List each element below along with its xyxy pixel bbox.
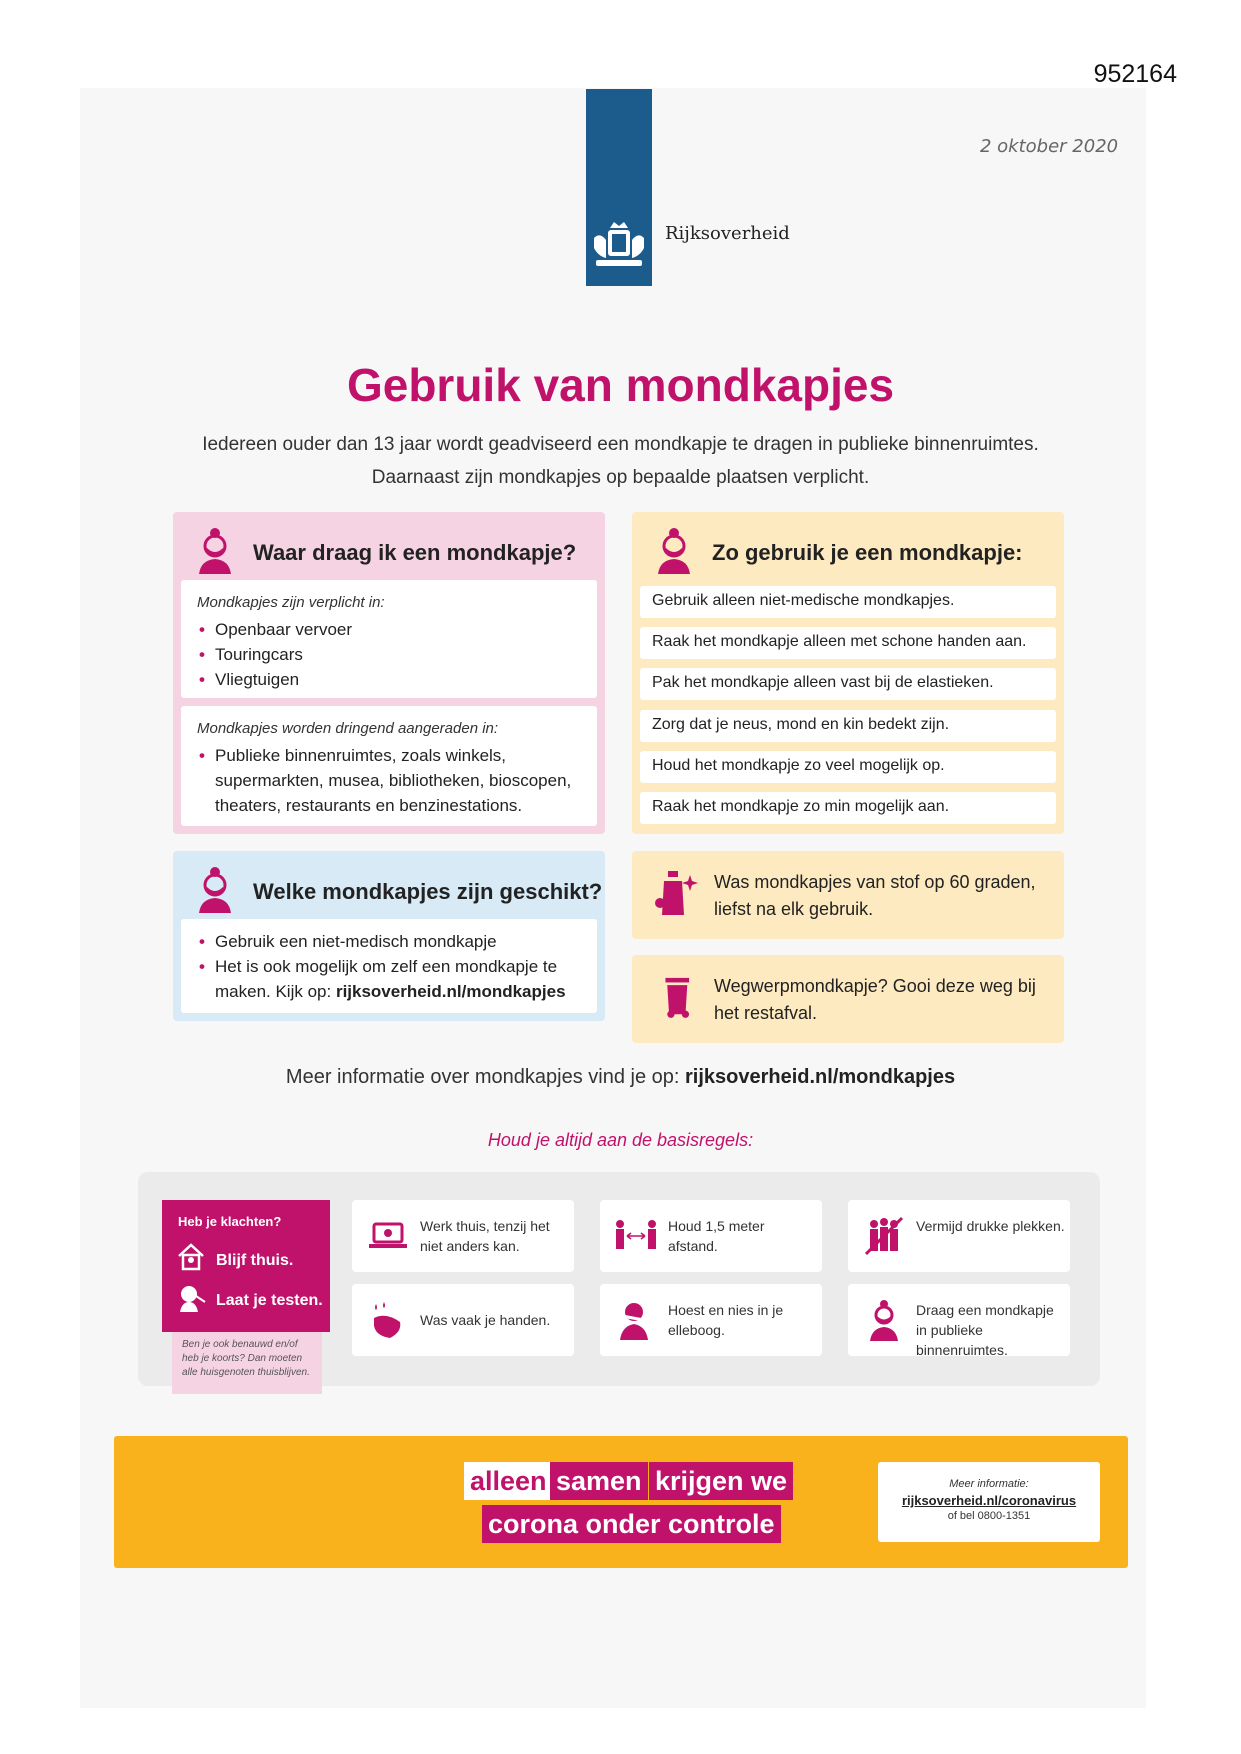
document-number: 952164 <box>1093 60 1177 88</box>
where-box <box>173 512 605 834</box>
complaint-note: Ben je ook benauwd en/of heb je koorts? Dan moeten alle huisgenoten thuisblijven. <box>172 1332 322 1394</box>
masked-person-icon <box>193 526 237 576</box>
wash-tip-text: Was mondkapjes van stof op 60 graden, liefst na elk gebruik. <box>714 872 1036 919</box>
complaint-panel <box>162 1200 330 1332</box>
howto-box <box>632 512 1064 834</box>
laptop-icon <box>366 1214 410 1258</box>
rule-card-wash-hands <box>352 1284 574 1356</box>
test-person-icon <box>176 1282 206 1312</box>
mandatory-item: • Vliegtuigen <box>197 667 581 692</box>
mandatory-panel <box>181 580 597 698</box>
crowd-icon <box>862 1214 906 1258</box>
howto-heading: Zo gebruik je een mondkapje: <box>712 540 1023 565</box>
rule-card-cough <box>600 1284 822 1356</box>
basis-title: Houd je altijd aan de basisregels: <box>487 1130 754 1150</box>
suitable-link[interactable]: rijksoverheid.nl/mondkapjes <box>335 982 566 1001</box>
suitable-box <box>173 851 605 1021</box>
masked-person-icon <box>652 526 696 576</box>
rule-card-distance <box>600 1200 822 1272</box>
get-tested-label: Laat je testen. <box>216 1292 323 1309</box>
complaint-question: Heb je klachten? <box>178 1214 282 1229</box>
masked-person-icon <box>193 865 237 915</box>
rule-card-text: Werk thuis, tenzij het niet anders kan. <box>420 1218 550 1254</box>
info-box <box>878 1462 1100 1542</box>
document-date: 2 oktober 2020 <box>980 136 1119 157</box>
suitable-item <box>197 954 581 1004</box>
suitable-item-text: Het is ook mogelijk om zelf een mondkapje te maken. Kijk op: <box>215 957 558 1001</box>
trash-bin-icon <box>660 973 700 1021</box>
detergent-icon <box>654 869 698 919</box>
advised-panel <box>181 706 597 826</box>
rule-card-mask <box>848 1284 1070 1356</box>
more-info <box>0 1066 1241 1089</box>
howto-rule: Houd het mondkapje zo veel mogelijk op. <box>640 751 1056 783</box>
rule-card-text: Houd 1,5 meter afstand. <box>668 1218 765 1254</box>
dispose-tip-text: Wegwerpmondkapje? Gooi deze weg bij het restafval. <box>714 976 1036 1023</box>
rule-card-text: Was vaak je handen. <box>420 1312 551 1328</box>
mandatory-lead: Mondkapjes zijn verplicht in: <box>197 594 385 611</box>
slogan-word: krijgen we <box>649 1462 793 1500</box>
handwash-icon <box>366 1298 410 1342</box>
rule-card-crowds <box>848 1200 1070 1272</box>
suitable-panel <box>181 919 597 1013</box>
howto-rule: Zorg dat je neus, mond en kin bedekt zijn. <box>640 710 1056 742</box>
mask-icon <box>862 1298 906 1342</box>
slogan-word: alleen <box>464 1462 553 1500</box>
cough-icon <box>614 1298 658 1342</box>
advised-lead: Mondkapjes worden dringend aangeraden in: <box>197 720 499 737</box>
howto-rule: Raak het mondkapje zo min mogelijk aan. <box>640 792 1056 824</box>
rule-card-text: Draag een mondkapje in publieke binnenruimtes. <box>916 1302 1054 1358</box>
page-title: Gebruik van mondkapjes <box>346 359 895 411</box>
wash-tip-box <box>632 851 1064 939</box>
logo-name: Rijksoverheid <box>665 223 790 244</box>
info-link[interactable]: rijksoverheid.nl/coronavirus <box>901 1493 1077 1508</box>
slogan-word: samen <box>550 1462 648 1500</box>
more-info-text: Meer informatie over mondkapjes vind je op: <box>285 1066 685 1088</box>
howto-rule: Gebruik alleen niet-medische mondkapjes. <box>640 586 1056 618</box>
suitable-item: • Gebruik een niet-medisch mondkapje <box>197 929 581 954</box>
rule-card-text: Hoest en nies in je elleboog. <box>668 1302 784 1338</box>
intro-line-1: Iedereen ouder dan 13 jaar wordt geadviseerd een mondkapje te dragen in publieke binnenruimtes. <box>202 434 1039 455</box>
intro-text <box>0 428 1241 494</box>
rule-card-work-home <box>352 1200 574 1272</box>
rule-card-text: Vermijd drukke plekken. <box>916 1218 1065 1234</box>
where-heading: Waar draag ik een mondkapje? <box>253 540 577 565</box>
crest-icon <box>590 218 648 272</box>
howto-rule: Raak het mondkapje alleen met schone handen aan. <box>640 627 1056 659</box>
intro-line-2: Daarnaast zijn mondkapjes op bepaalde plaatsen verplicht. <box>371 467 870 488</box>
info-phone: of bel 0800-1351 <box>947 1510 1031 1522</box>
suitable-heading: Welke mondkapjes zijn geschikt? <box>253 879 603 904</box>
house-icon <box>176 1242 206 1272</box>
mandatory-item: • Touringcars <box>197 642 581 667</box>
mandatory-item: • Openbaar vervoer <box>197 617 581 642</box>
slogan-word: corona onder controle <box>482 1505 781 1543</box>
dispose-tip-box <box>632 955 1064 1043</box>
more-info-link[interactable]: rijksoverheid.nl/mondkapjes <box>685 1066 956 1088</box>
distance-icon <box>614 1214 658 1258</box>
stay-home-label: Blijf thuis. <box>216 1252 294 1269</box>
advised-item: • Publieke binnenruimtes, zoals winkels, supermarkten, musea, bibliotheken, bioscopen, theaters, restaurants en benzinestations. <box>197 743 581 818</box>
info-lead: Meer informatie: <box>949 1478 1029 1490</box>
howto-rule: Pak het mondkapje alleen vast bij de elastieken. <box>640 668 1056 700</box>
